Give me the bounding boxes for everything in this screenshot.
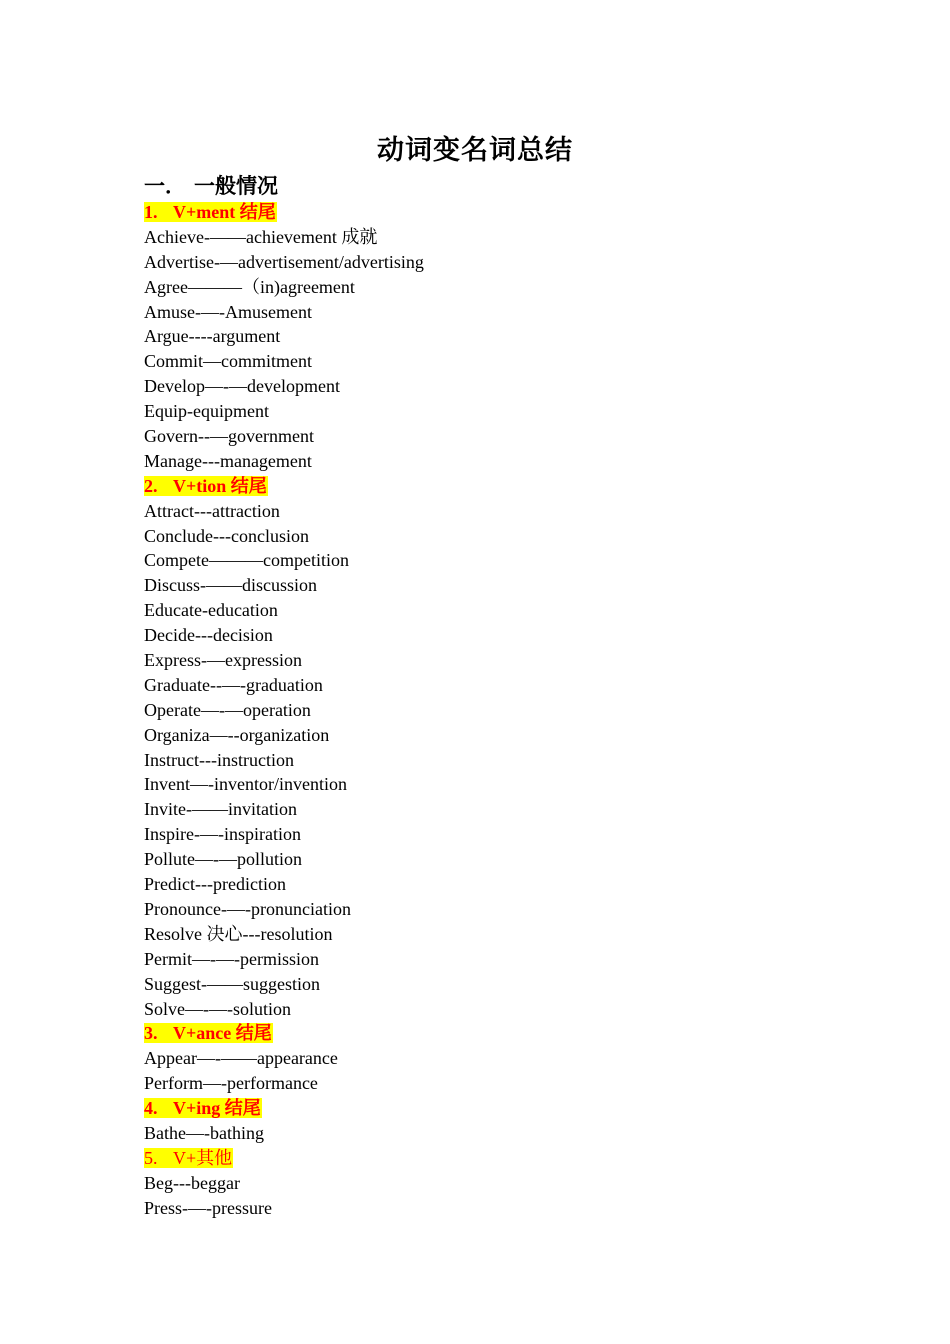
word-entry: Pronounce-—-pronunciation (144, 898, 351, 919)
word-entry: Instruct---instruction (144, 749, 294, 770)
section-title: 一般情况 (194, 174, 278, 198)
group-heading-text: V+tion 结尾 (173, 475, 267, 496)
group-number: 4. (144, 1098, 158, 1119)
word-entry: Organiza—--organization (144, 724, 330, 745)
word-entry: Suggest-——suggestion (144, 973, 321, 994)
word-entry: Conclude---conclusion (144, 525, 309, 546)
group-heading-highlight (144, 202, 277, 222)
word-entry: Educate-education (144, 600, 278, 621)
word-group (144, 474, 844, 1022)
group-heading (144, 200, 844, 225)
group-heading (144, 1146, 844, 1171)
word-entry: Beg---beggar (144, 1172, 240, 1193)
word-entry: Solve—-—-solution (144, 998, 291, 1019)
word-entry: Discuss-——discussion (144, 575, 318, 596)
word-entry: Perform—-performance (144, 1073, 318, 1094)
section-heading (144, 173, 844, 200)
group-heading-highlight (144, 476, 268, 496)
word-entry: Attract---attraction (144, 500, 280, 521)
word-entry: Develop—-—development (144, 376, 340, 397)
word-entry: Compete———competition (144, 550, 349, 571)
word-entry: Express-—expression (144, 650, 302, 671)
group-heading-highlight (144, 1023, 273, 1043)
word-entry: Press-—-pressure (144, 1197, 272, 1218)
group-heading-text: V+ment 结尾 (173, 202, 276, 222)
word-entry: Govern--—government (144, 426, 314, 447)
document-title: 动词变名词总结 (377, 135, 573, 165)
group-heading-highlight (144, 1098, 262, 1118)
word-entry: Inspire-—-inspiration (144, 824, 301, 845)
group-number: 2. (144, 475, 158, 496)
word-entry: Decide---decision (144, 625, 273, 646)
word-entry: Predict---prediction (144, 874, 286, 895)
group-heading (144, 474, 844, 499)
word-entry: Equip-equipment (144, 401, 269, 422)
group-heading (144, 1096, 844, 1121)
group-heading-text: V+ance 结尾 (173, 1023, 272, 1044)
word-entry: Invite-——invitation (144, 799, 297, 820)
word-entry: Agree———（in)agreement (144, 276, 355, 297)
document-content (144, 173, 844, 1221)
word-entry: Pollute—-—pollution (144, 849, 303, 870)
group-heading (144, 1021, 844, 1046)
word-entry: Graduate--—-graduation (144, 674, 323, 695)
word-group (144, 1146, 844, 1221)
word-entry: Operate—-—operation (144, 699, 311, 720)
word-entry: Amuse-—-Amusement (144, 301, 312, 322)
word-entry: Permit—-—-permission (144, 948, 319, 969)
word-group (144, 1021, 844, 1096)
group-heading-text: V+其他 (173, 1147, 233, 1168)
group-number: 5. (144, 1147, 158, 1168)
group-heading-text: V+ing 结尾 (173, 1098, 261, 1119)
group-number: 3. (144, 1023, 158, 1044)
word-entry: Manage---management (144, 450, 312, 471)
word-entry: Appear—-——appearance (144, 1048, 338, 1069)
word-entry: Resolve 决心---resolution (144, 923, 333, 944)
word-groups (144, 200, 844, 1221)
word-entry: Commit—commitment (144, 351, 312, 372)
word-group (144, 200, 844, 474)
word-entry: Advertise-—advertisement/advertising (144, 251, 424, 272)
word-group (144, 1096, 844, 1146)
word-entry: Achieve-——achievement 成就 (144, 226, 378, 247)
word-entry: Argue----argument (144, 326, 281, 347)
group-heading-highlight (144, 1148, 233, 1168)
word-entry: Invent—-inventor/invention (144, 774, 347, 795)
section-number: 一． (144, 174, 186, 198)
group-number: 1. (144, 202, 158, 222)
word-entry: Bathe—-bathing (144, 1122, 264, 1143)
